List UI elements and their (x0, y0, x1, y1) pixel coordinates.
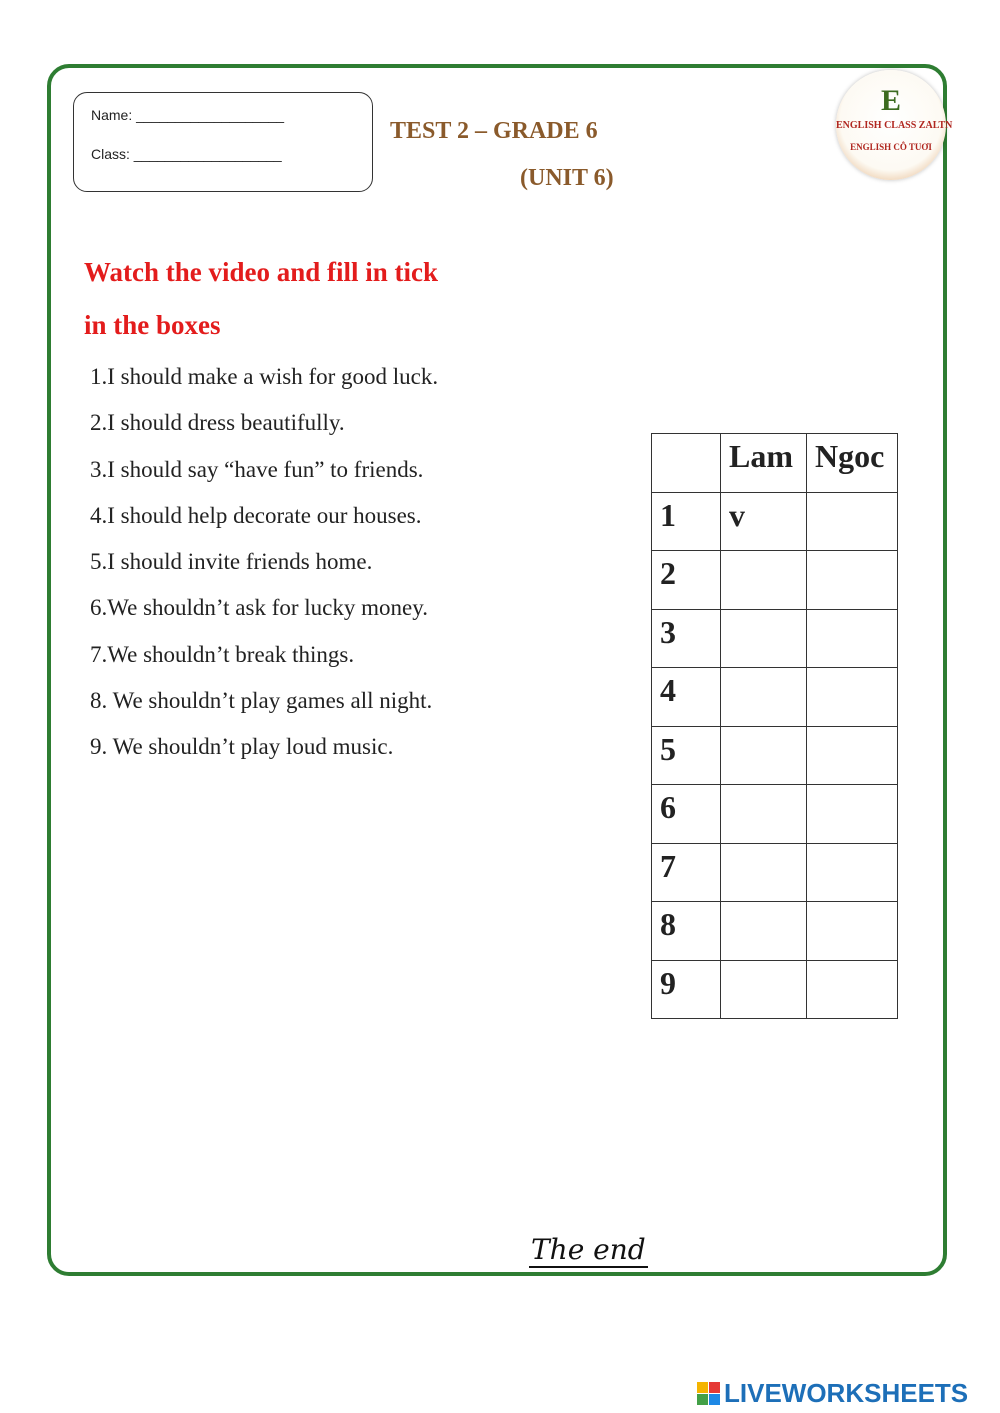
row-number: 1 (652, 492, 721, 551)
answer-cell-ngoc[interactable] (807, 668, 898, 727)
table-row (652, 785, 898, 844)
answer-cell-lam[interactable] (721, 668, 807, 727)
answer-cell-lam[interactable] (721, 785, 807, 844)
brand-text: LIVEWORKSHEETS (724, 1377, 969, 1408)
table-row (652, 551, 898, 610)
sentence-item: 2.I should dress beautifully. (90, 410, 345, 436)
sentence-list (90, 362, 438, 779)
table-row (652, 960, 898, 1019)
student-info-box (73, 92, 373, 192)
row-number: 3 (652, 609, 721, 668)
school-logo (836, 70, 953, 180)
row-number: 2 (652, 551, 721, 610)
answer-cell-lam[interactable] (721, 609, 807, 668)
sentence-item: 3.I should say “have fun” to friends. (90, 456, 424, 482)
tick-table (651, 433, 898, 1019)
instruction-line-2: in the boxes (84, 310, 221, 340)
header-cell-ngoc: Ngoc (807, 434, 898, 493)
liveworksheets-brand[interactable] (697, 1375, 968, 1411)
row-number: 6 (652, 785, 721, 844)
sentence-item: 1.I should make a wish for good luck. (90, 364, 439, 389)
answer-cell-lam[interactable] (721, 960, 807, 1019)
logo-letter: E (880, 84, 901, 117)
sentence-item: 7.We shouldn’t break things. (90, 641, 355, 667)
answer-cell-ngoc[interactable] (807, 551, 898, 610)
sentence-item: 6.We shouldn’t ask for lucky money. (90, 595, 428, 621)
sentence-item: 5.I should invite friends home. (90, 549, 373, 575)
answer-cell-ngoc[interactable] (807, 843, 898, 902)
worksheet-title: TEST 2 – GRADE 6 (390, 118, 598, 144)
liveworksheets-logo-icon (697, 1382, 720, 1405)
answer-cell-lam[interactable] (721, 902, 807, 961)
logo-text-top: ENGLISH CLASS ZALTN (836, 120, 953, 131)
sentence-item: 9. We shouldn’t play loud music. (90, 734, 394, 760)
answer-cell-ngoc[interactable] (807, 726, 898, 785)
row-number: 5 (652, 726, 721, 785)
row-number: 7 (652, 843, 721, 902)
answer-cell-lam[interactable] (721, 843, 807, 902)
answer-cell-lam[interactable]: v (721, 492, 807, 551)
answer-cell-lam[interactable] (721, 551, 807, 610)
row-number: 4 (652, 668, 721, 727)
worksheet-subtitle: (UNIT 6) (520, 165, 614, 191)
sentence-item: 8. We shouldn’t play games all night. (90, 688, 433, 714)
answer-cell-ngoc[interactable] (807, 492, 898, 551)
answer-cell-ngoc[interactable] (807, 902, 898, 961)
the-end-text: The end (531, 1233, 646, 1266)
header-cell-blank (652, 434, 721, 493)
header-cell-lam: Lam (721, 434, 807, 493)
table-row (652, 843, 898, 902)
table-row (652, 726, 898, 785)
table-row (652, 492, 898, 551)
table-row (652, 668, 898, 727)
table-row (652, 609, 898, 668)
answer-cell-ngoc[interactable] (807, 960, 898, 1019)
row-number: 9 (652, 960, 721, 1019)
table-header-row (652, 434, 898, 493)
answer-cell-ngoc[interactable] (807, 785, 898, 844)
sentence-item: 4.I should help decorate our houses. (90, 502, 422, 528)
table-row (652, 902, 898, 961)
class-field[interactable]: Class: ___________________ (91, 146, 282, 162)
logo-text-bottom: ENGLISH CÔ TUƠI (850, 142, 932, 152)
name-field[interactable]: Name: ___________________ (91, 107, 285, 123)
answer-cell-ngoc[interactable] (807, 609, 898, 668)
instruction-line-1: Watch the video and fill in tick (84, 257, 439, 287)
row-number: 8 (652, 902, 721, 961)
answer-cell-lam[interactable] (721, 726, 807, 785)
